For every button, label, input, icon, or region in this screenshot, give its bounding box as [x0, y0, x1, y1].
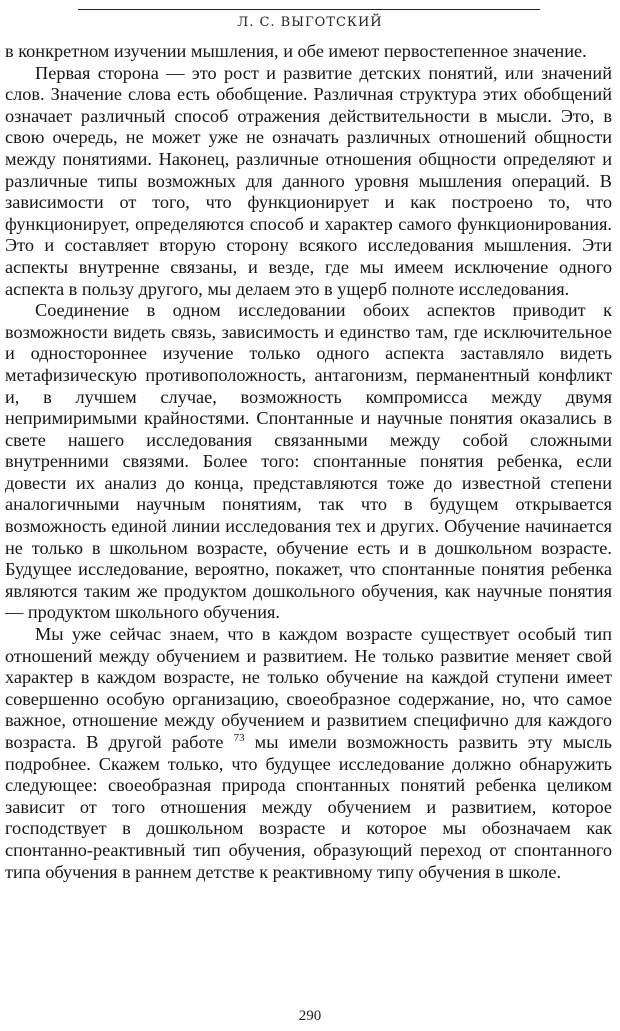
footnote-reference: 73: [233, 731, 245, 744]
paragraph-1: в конкретном изучении мышления, и обе имеют первостепенное значение.: [5, 41, 587, 61]
header-rule: [78, 9, 540, 10]
running-head: Л. С. ВЫГОТСКИЙ: [237, 15, 383, 30]
paragraph-4-part-1: Мы уже сейчас знаем, что в каждом возрасте существует особый тип отношений между обучением и развитием. Не только развитие меняет свой характер в каждом возрасте, не только обучение на каждой ступени имеет совершенно особую организацию, своеобразное содержание, но, что самое важное, отношение между обучением и развитием специфично для каждого возраста. В другой работе: [5, 624, 612, 752]
paragraph-2: Первая сторона — это рост и развитие детских понятий, или значений слов. Значение слова есть обобщение. Различная структура этих обобщений означает различный способ отражения действительности в мысли. Это, в свою очередь, не может уже не означать различных отношений общности между понятиями. Наконец, различные отношения общности определяют и различные типы возможных для данного уровня мышления операций. В зависимости от того, что функционирует и как построено то, что функционирует, определяются способ и характер самого функционирования. Это и составляет вторую сторону всякого исследования мышления. Эти аспекты внутренне связаны, и везде, где мы имеем исключение одного аспекта в пользу другого, мы делаем это в ущерб полноте исследования.: [5, 62, 612, 299]
paragraph-4-part-2: мы имели возможность развить эту мысль подробнее. Скажем только, что будущее исследование должно обнаружить следующее: своеобразная природа спонтанных понятий ребенка целиком зависит от того отношения между обучением и развитием, которое господствует в дошкольном возрасте и которое мы обозначаем как спонтанно-реактивный тип обучения, образующий переход от спонтанного типа обучения в раннем детстве к реактивному типу обучения в школе.: [5, 732, 613, 882]
page-number: 290: [298, 1008, 322, 1024]
paragraph-3: Соединение в одном исследовании обоих аспектов приводит к возможности видеть связь, зависимость и единство там, где исключительное и одностороннее изучение только одного аспекта заставляло видеть метафизическую противоположность, антагонизм, перманентный конфликт и, в лучшем случае, возможность компромисса между двумя непримиримыми крайностями. Спонтанные и научные понятия оказались в свете нашего исследования связанными между собой сложными внутренними связями. Более того: спонтанные понятия ребенка, если довести их анализ до конца, представляются тоже до известной степени аналогичными научным понятиям, так что в будущем открывается возможность единой линии исследования тех и других. Обучение начинается не только в школьном возрасте, обучение есть и в дошкольном возрасте. Будущее исследование, вероятно, покажет, что спонтанные понятия ребенка являются таким же продуктом дошкольного обучения, как научные понятия — продуктом школьного обучения.: [5, 300, 612, 623]
paragraph-4: [5, 624, 612, 883]
body-text: [5, 41, 612, 883]
